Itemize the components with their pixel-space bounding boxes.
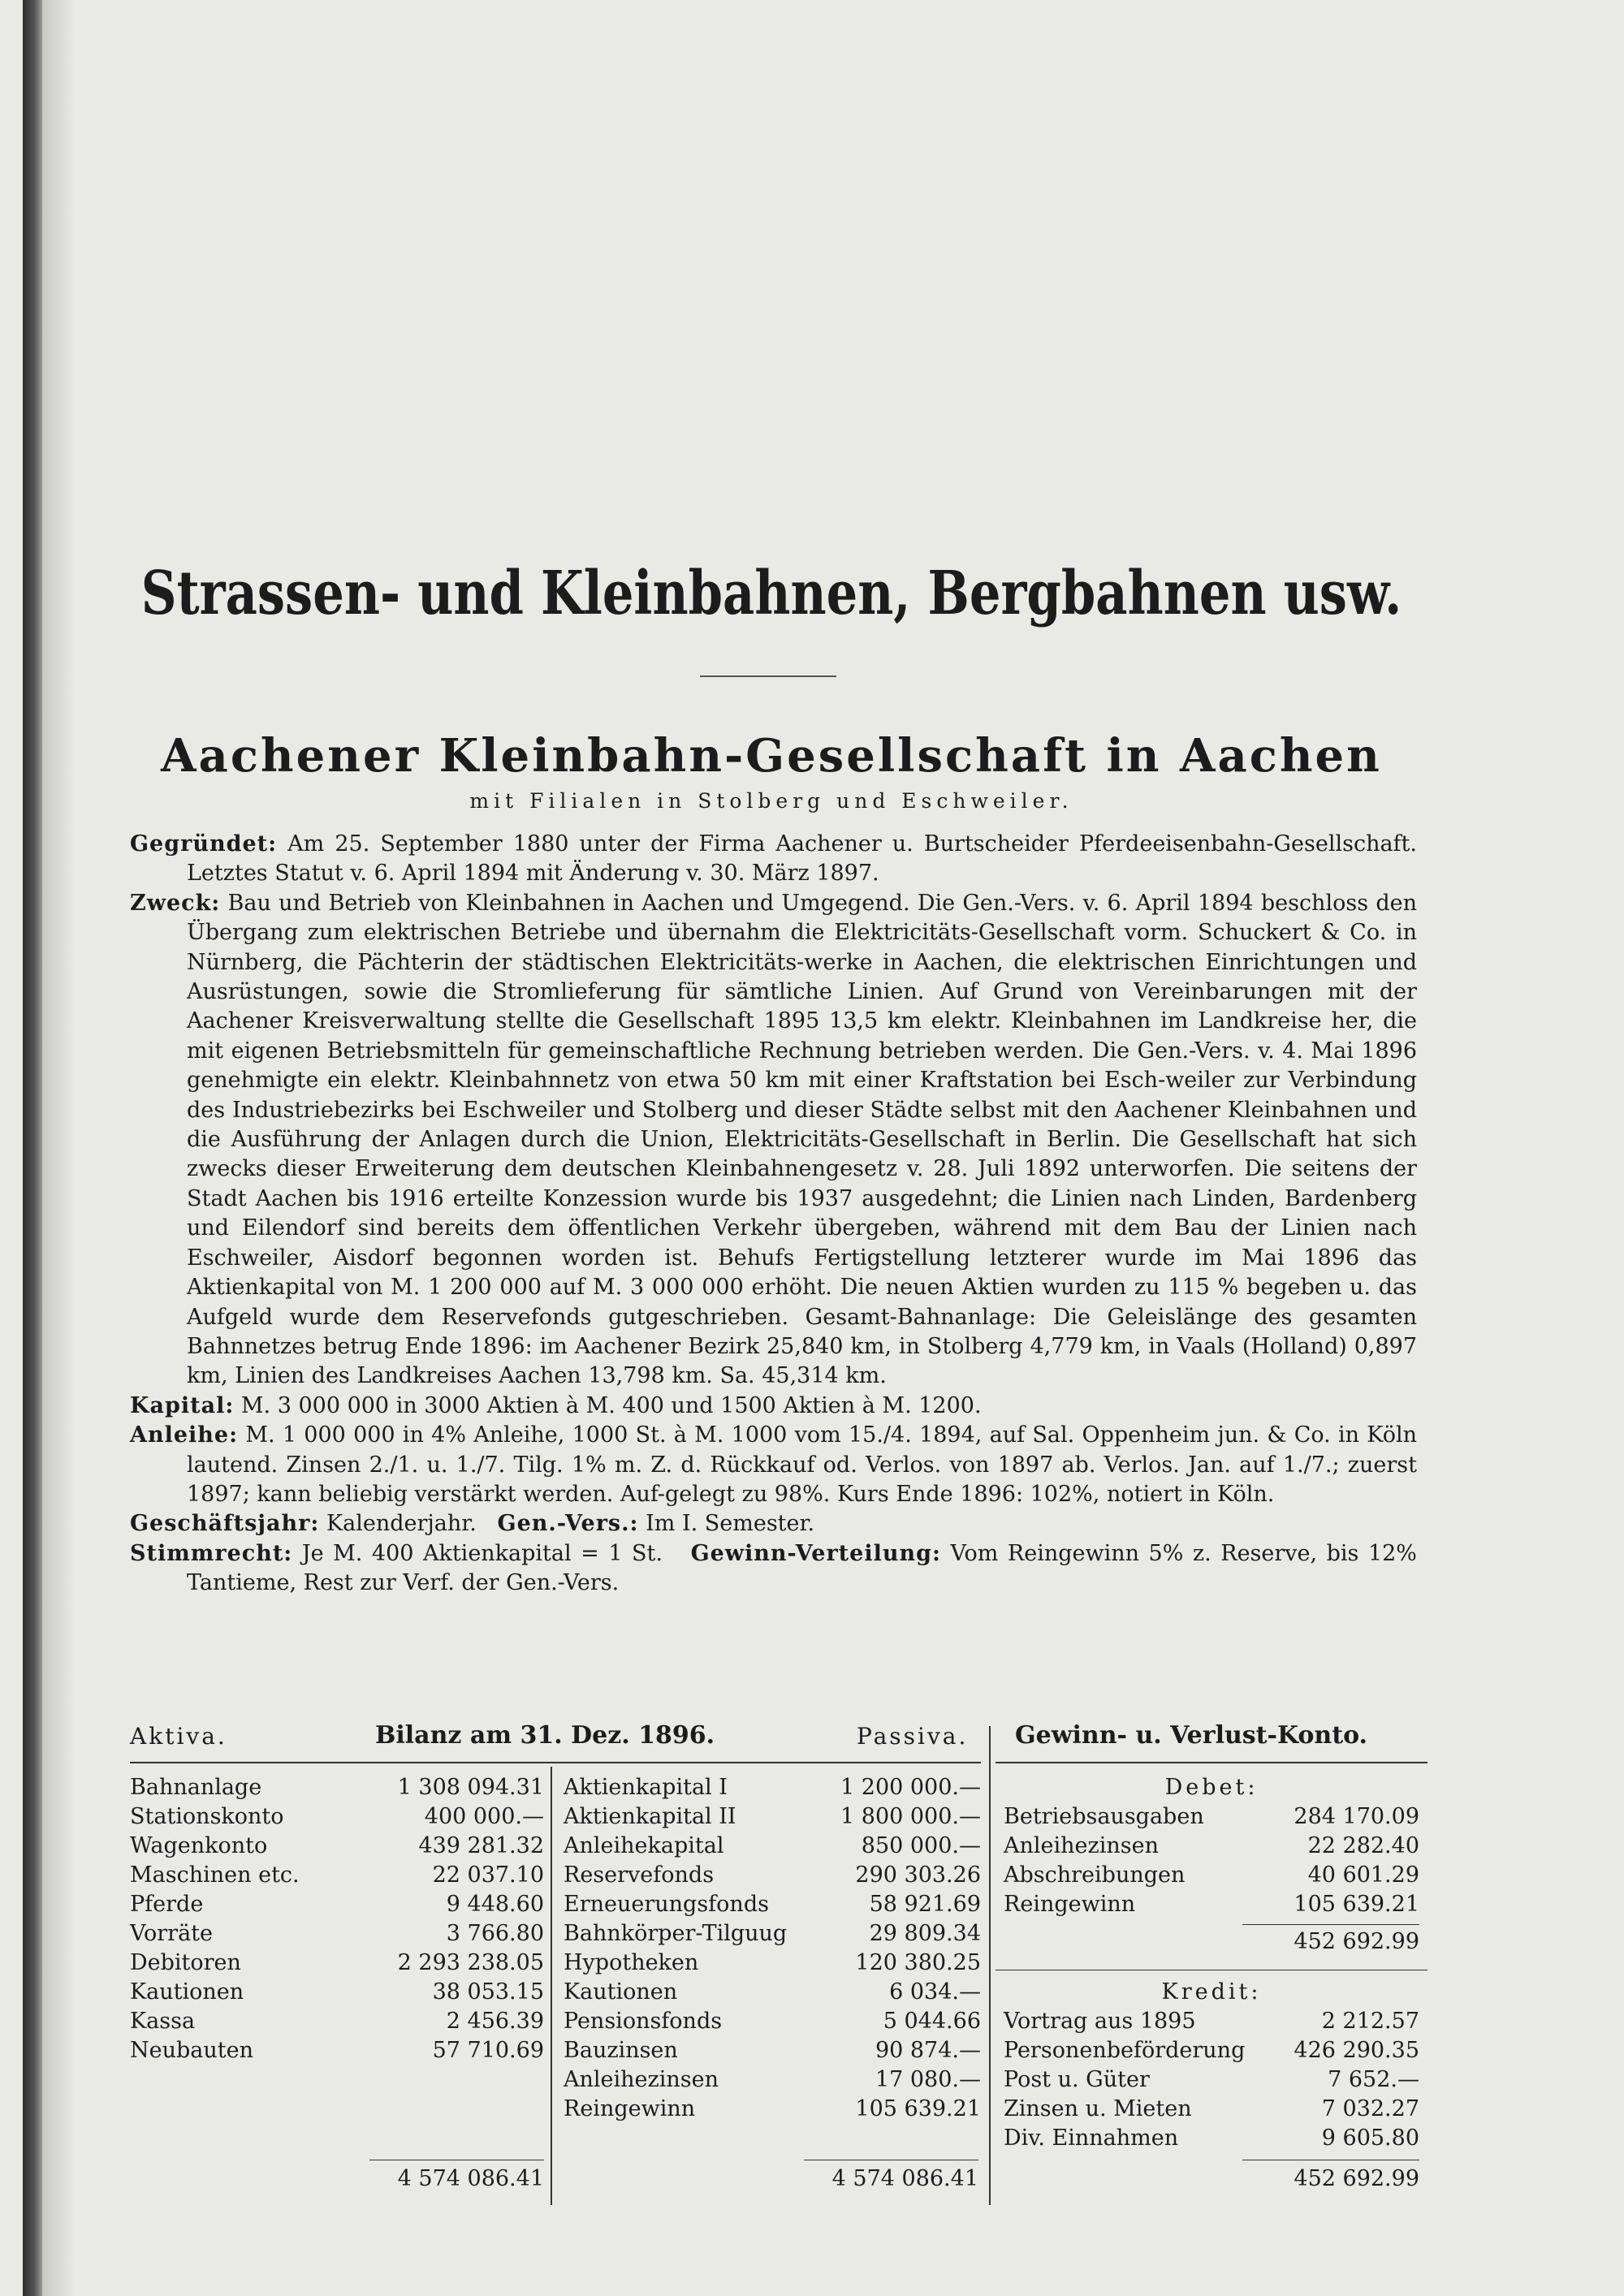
kredit-row [1004, 2126, 1419, 2155]
passiva-row-value: 120 380.25 [855, 1950, 981, 1975]
aktiva-row-item: Kassa [130, 2009, 196, 2034]
kredit-table [1004, 2009, 1419, 2155]
debet-row [1004, 1804, 1419, 1833]
passiva-row [564, 2009, 981, 2038]
aktiva-row [130, 1804, 544, 1833]
kredit-row [1004, 2067, 1419, 2096]
aktiva-row-item: Neubauten [130, 2038, 253, 2063]
company-name: Aachener Kleinbahn-Gesellschaft in Aachen [161, 729, 1382, 783]
passiva-row [564, 2067, 981, 2096]
passiva-row [564, 1775, 981, 1804]
passiva-row-value: 1 200 000.— [840, 1775, 981, 1800]
debet-row-item: Reingewinn [1004, 1892, 1136, 1917]
label-kapital: Kapital: [130, 1392, 235, 1418]
label-geschaeftsjahr: Geschäftsjahr: [130, 1511, 320, 1537]
label-gewinn-verteilung: Gewinn-Verteilung: [690, 1540, 941, 1566]
aktiva-row [130, 1950, 544, 1979]
aktiva-total: 4 574 086.41 [397, 2166, 544, 2191]
debet-table [1004, 1804, 1419, 1921]
label-zweck: Zweck: [130, 890, 221, 916]
passiva-row-item: Bauzinsen [564, 2038, 678, 2063]
aktiva-row-item: Debitoren [130, 1950, 241, 1975]
text-geschaeftsjahr: Kalenderjahr. [326, 1511, 477, 1537]
kredit-row-item: Zinsen u. Mieten [1004, 2096, 1192, 2121]
aktiva-row [130, 1862, 544, 1892]
passiva-row [564, 1804, 981, 1833]
book-spine-shadow [23, 0, 42, 2296]
passiva-row-item: Anleihekapital [564, 1833, 724, 1858]
label-gen-vers: Gen.-Vers.: [497, 1511, 639, 1537]
passiva-row-value: 17 080.— [875, 2067, 981, 2092]
table-divider [989, 1726, 991, 2205]
kredit-row [1004, 2009, 1419, 2038]
paragraph-zweck [130, 889, 1417, 1392]
paragraph-gegruendet [130, 830, 1417, 889]
passiva-row [564, 1833, 981, 1862]
passiva-row-value: 5 044.66 [883, 2009, 981, 2034]
kredit-row-value: 426 290.35 [1294, 2038, 1419, 2063]
passiva-row-item: Reingewinn [564, 2096, 696, 2121]
text-kapital: M. 3 000 000 in 3000 Aktien à M. 400 und 1500 Aktien à M. 1200. [240, 1392, 982, 1418]
aktiva-row-value: 57 710.69 [432, 2038, 544, 2063]
kredit-row-value: 2 212.57 [1321, 2009, 1419, 2034]
debet-label: Debet: [1164, 1775, 1259, 1800]
debet-row-value: 40 601.29 [1307, 1862, 1419, 1888]
company-description [130, 830, 1417, 1599]
text-gegruendet: Am 25. September 1880 unter der Firma Aachener u. Burtscheider Pferdeeisenbahn-Gesellschaft. Letztes Statut v. 6. April 1894 mit Änderung v. 30. März 1897. [187, 831, 1417, 887]
passiva-row-item: Bahnkörper-Tilguug [564, 1921, 788, 1946]
text-gewinn-verteilung: Vom Reingewinn 5% z. Reserve, bis 12% Tantieme, Rest zur Verf. der Gen.-Vers. [187, 1540, 1417, 1596]
aktiva-row-item: Bahnanlage [130, 1775, 262, 1800]
aktiva-row [130, 1979, 544, 2009]
bilanz-header-rule [130, 1762, 981, 1763]
passiva-row-item: Erneuerungsfonds [564, 1892, 769, 1917]
aktiva-row-item: Stationskonto [130, 1804, 284, 1829]
guv-title: Gewinn- u. Verlust-Konto. [1015, 1721, 1367, 1750]
passiva-row-value: 29 809.34 [869, 1921, 981, 1946]
passiva-row-item: Aktienkapital I [564, 1775, 728, 1800]
company-subtitle: mit Filialen in Stolberg und Eschweiler. [469, 789, 1073, 813]
aktiva-row-value: 9 448.60 [446, 1892, 544, 1917]
debet-row-item: Abschreibungen [1004, 1862, 1186, 1888]
aktiva-row-item: Wagenkonto [130, 1833, 268, 1858]
debet-row-item: Betriebsausgaben [1004, 1804, 1204, 1829]
passiva-row [564, 1979, 981, 2009]
aktiva-row-item: Pferde [130, 1892, 204, 1917]
label-stimmrecht: Stimmrecht: [130, 1540, 293, 1566]
passiva-row-item: Aktienkapital II [564, 1804, 736, 1829]
title-divider [700, 675, 836, 677]
kredit-row-item: Vortrag aus 1895 [1004, 2009, 1196, 2034]
aktiva-row-value: 22 037.10 [432, 1862, 544, 1888]
debet-row-value: 22 282.40 [1307, 1833, 1419, 1858]
guv-header-rule [996, 1762, 1427, 1763]
book-gutter [42, 0, 75, 2296]
aktiva-row [130, 2038, 544, 2067]
aktiva-row-value: 3 766.80 [446, 1921, 544, 1946]
passiva-row-value: 850 000.— [861, 1833, 981, 1858]
paragraph-geschaeftsjahr [130, 1509, 1417, 1539]
bilanz-title: Bilanz am 31. Dez. 1896. [375, 1721, 715, 1750]
text-anleihe: M. 1 000 000 in 4% Anleihe, 1000 St. à M. 1000 vom 15./4. 1894, auf Sal. Oppenheim jun. & Co. in Köln lautend. Zinsen 2./1. u. 1./7. Tilg. 1% m. Z. d. Rückkauf od. Verlos. von 1897 ab. Verlos. Jan. auf 1./7.; zuerst 1897; kann beliebig verstärkt werden. Auf-gelegt zu 98%. Kurs Ende 1896: 102%, notiert in Köln. [187, 1422, 1418, 1507]
kredit-total: 452 692.99 [1294, 2166, 1419, 2191]
aktiva-row-item: Vorräte [130, 1921, 214, 1946]
debet-row [1004, 1833, 1419, 1862]
passiva-table [564, 1775, 981, 2126]
debet-row [1004, 1862, 1419, 1892]
aktiva-row-value: 400 000.— [424, 1804, 544, 1829]
passiva-row-value: 90 874.— [875, 2038, 981, 2063]
passiva-row-value: 1 800 000.— [840, 1804, 981, 1829]
debet-row [1004, 1892, 1419, 1921]
kredit-row-value: 7 652.— [1328, 2067, 1419, 2092]
aktiva-row-value: 38 053.15 [432, 1979, 544, 2005]
debet-row-value: 284 170.09 [1294, 1804, 1419, 1829]
passiva-row [564, 2038, 981, 2067]
passiva-row-item: Kautionen [564, 1979, 678, 2005]
aktiva-table [130, 1775, 544, 2067]
aktiva-row [130, 1775, 544, 1804]
passiva-row [564, 1921, 981, 1950]
passiva-row-value: 105 639.21 [855, 2096, 981, 2121]
aktiva-row [130, 1833, 544, 1862]
passiva-row-value: 6 034.— [889, 1979, 981, 2005]
text-stimmrecht: Je M. 400 Aktienkapital = 1 St. [301, 1540, 663, 1566]
paragraph-stimmrecht [130, 1539, 1417, 1599]
kredit-row-item: Div. Einnahmen [1004, 2126, 1179, 2151]
passiva-row-value: 58 921.69 [869, 1892, 981, 1917]
passiva-row [564, 1862, 981, 1892]
kredit-row [1004, 2096, 1419, 2126]
aktiva-row-value: 1 308 094.31 [397, 1775, 544, 1800]
aktiva-row-item: Maschinen etc. [130, 1862, 300, 1888]
passiva-label: Passiva. [857, 1723, 969, 1750]
passiva-row [564, 2096, 981, 2126]
aktiva-row-item: Kautionen [130, 1979, 244, 2005]
passiva-total: 4 574 086.41 [831, 2166, 978, 2191]
aktiva-row-value: 2 293 238.05 [397, 1950, 544, 1975]
passiva-row-item: Hypotheken [564, 1950, 699, 1975]
passiva-row-value: 290 303.26 [855, 1862, 981, 1888]
section-title: Strassen- und Kleinbahnen, Bergbahnen usw. [140, 559, 1402, 628]
aktiva-row [130, 1921, 544, 1950]
label-anleihe: Anleihe: [130, 1422, 239, 1448]
debet-total: 452 692.99 [1294, 1929, 1419, 1954]
kredit-label: Kredit: [1161, 1979, 1262, 2005]
kredit-row-value: 7 032.27 [1321, 2096, 1419, 2121]
passiva-row [564, 1892, 981, 1921]
kredit-row-item: Post u. Güter [1004, 2067, 1150, 2092]
text-gen-vers: Im I. Semester. [646, 1511, 815, 1537]
debet-row-item: Anleihezinsen [1004, 1833, 1159, 1858]
debet-total-rule [1242, 1924, 1419, 1925]
aktiva-row [130, 2009, 544, 2038]
debet-row-value: 105 639.21 [1294, 1892, 1419, 1917]
passiva-row-item: Reservefonds [564, 1862, 715, 1888]
label-gegruendet: Gegründet: [130, 831, 278, 857]
text-zweck: Bau und Betrieb von Kleinbahnen in Aachen und Umgegend. Die Gen.-Vers. v. 6. April 1894 beschloss den Übergang zum elektrischen Betriebe und übernahm die Elektricitäts-Gesellschaft vorm. Schuckert & Co. in Nürnberg, die Pächterin der städtischen Elektricitäts-werke in Aachen, die elektrischen Einrichtungen und Ausrüstungen, sowie die Stromlieferung für sämtliche Linien. Auf Grund von Vereinbarungen mit der Aachener Kreisverwaltung stellte die Gesellschaft 1895 13,5 km elektr. Kleinbahnen im Landkreise her, die mit eigenen Betriebsmitteln für gemeinschaftliche Rechnung betrieben werden. Die Gen.-Vers. v. 4. Mai 1896 genehmigte ein elektr. Kleinbahnnetz von etwa 50 km mit einer Kraftstation bei Esch-weiler zur Verbindung des Industriebezirks bei Eschweiler und Stolberg und dieser Städte selbst mit den Aachener Kleinbahnen und die Ausführung der Anlagen durch die Union, Elektricitäts-Gesellschaft in Berlin. Die Gesellschaft hat sich zwecks dieser Erweiterung dem deutschen Kleinbahnengesetz v. 28. Juli 1892 unterworfen. Die seitens der Stadt Aachen bis 1916 erteilte Konzession wurde bis 1937 ausgedehnt; die Linien nach Linden, Bardenberg und Eilendorf sind bereits dem öffentlichen Verkehr übergeben, während mit dem Bau der Linien nach Eschweiler, Aisdorf begonnen worden ist. Behufs Fertigstellung letzterer wurde im Mai 1896 das Aktienkapital von M. 1 200 000 auf M. 3 000 000 erhöht. Die neuen Aktien wurden zu 115 % begeben u. das Aufgeld wurde dem Reservefonds gutgeschrieben. Gesamt-Bahnanlage: Die Geleislänge des gesamten Bahnnetzes betrug Ende 1896: im Aachener Bezirk 25,840 km, in Stolberg 4,779 km, in Vaals (Holland) 0,897 km, Linien des Landkreises Aachen 13,798 km. Sa. 45,314 km. [187, 890, 1417, 1389]
passiva-row [564, 1950, 981, 1979]
aktiva-row [130, 1892, 544, 1921]
kredit-row-value: 9 605.80 [1321, 2126, 1419, 2151]
passiva-row-item: Pensionsfonds [564, 2009, 723, 2034]
aktiva-label: Aktiva. [130, 1723, 227, 1750]
kredit-row-item: Personenbeförderung [1004, 2038, 1246, 2063]
paragraph-anleihe [130, 1421, 1417, 1509]
bilanz-column-divider [551, 1767, 552, 2205]
aktiva-row-value: 2 456.39 [446, 2009, 544, 2034]
aktiva-row-value: 439 281.32 [418, 1833, 544, 1858]
passiva-row-item: Anleihezinsen [564, 2067, 719, 2092]
kredit-row [1004, 2038, 1419, 2067]
paragraph-kapital [130, 1392, 1417, 1421]
